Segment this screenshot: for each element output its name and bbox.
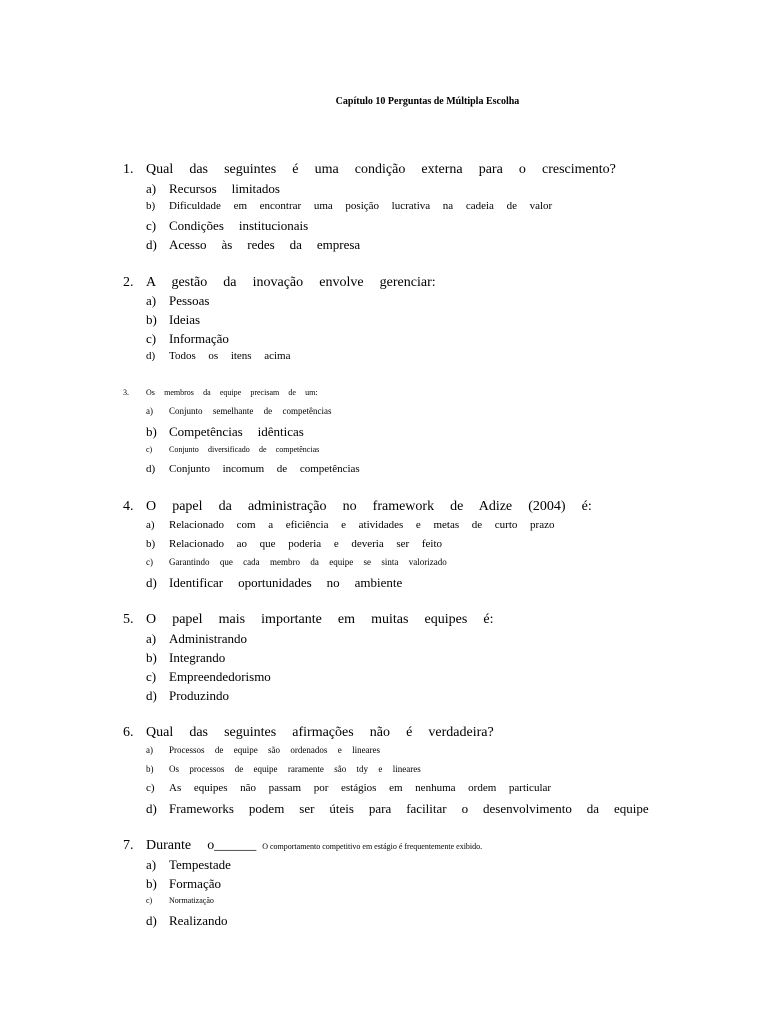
question-number: 1. <box>123 162 134 177</box>
question-number: 3. <box>123 388 129 397</box>
option-text: Condições institucionais <box>169 218 309 233</box>
option-letter: a) <box>146 181 157 196</box>
option-text: Ideias <box>169 312 201 327</box>
option-text: Relacionado ao que poderia e deveria ser feito <box>169 538 443 550</box>
question-text: A gestão da inovação envolve gerenciar: <box>146 275 436 290</box>
option-5d <box>146 688 229 704</box>
option-5c <box>146 669 271 685</box>
option-letter: a) <box>146 631 157 646</box>
question-text: Qual das seguintes afirmações não é verdadeira? <box>146 725 494 740</box>
option-1b <box>146 200 552 212</box>
option-text: As equipes não passam por estágios em nenhuma ordem particular <box>169 782 552 794</box>
question-number: 6. <box>123 725 134 740</box>
option-4d <box>146 575 402 591</box>
option-text: Relacionado com a eficiência e atividades e metas de curto prazo <box>169 519 555 531</box>
option-letter: c) <box>146 557 153 567</box>
option-text: Processos de equipe são ordenados e lineares <box>169 745 381 755</box>
option-1d <box>146 237 360 253</box>
question-text-continuation: O comportamento competitivo em estágio é frequentemente exibido. <box>262 842 483 851</box>
option-3b <box>146 424 304 440</box>
option-letter: b) <box>146 424 157 439</box>
option-text: Acesso às redes da empresa <box>169 237 361 252</box>
option-3a <box>146 406 332 416</box>
question-number: 7. <box>123 838 134 853</box>
option-text: Frameworks podem ser úteis para facilitar o desenvolvimento da equipe <box>169 801 649 816</box>
option-6a <box>146 745 380 755</box>
option-letter: c) <box>146 896 153 905</box>
option-letter: b) <box>146 650 157 665</box>
option-letter: d) <box>146 463 156 475</box>
option-letter: d) <box>146 688 157 703</box>
option-letter: c) <box>146 782 155 794</box>
option-letter: b) <box>146 312 157 327</box>
question-number: 2. <box>123 275 134 290</box>
option-text: Dificuldade em encontrar uma posição lucrativa na cadeia de valor <box>169 200 553 212</box>
option-7b <box>146 876 221 892</box>
question-1 <box>123 162 616 178</box>
option-2a <box>146 293 209 309</box>
option-letter: b) <box>146 764 154 774</box>
option-text: Empreendedorismo <box>169 669 271 684</box>
option-5a <box>146 631 247 647</box>
question-number: 4. <box>123 499 134 514</box>
option-letter: b) <box>146 538 156 550</box>
option-2b <box>146 312 200 328</box>
question-text: Os membros da equipe precisam de um: <box>146 388 318 397</box>
option-6c <box>146 782 551 794</box>
option-text: Conjunto semelhante de competências <box>169 406 332 416</box>
option-letter: a) <box>146 745 153 755</box>
option-text: Normatização <box>169 896 214 905</box>
option-text: Integrando <box>169 650 226 665</box>
option-4a <box>146 519 554 531</box>
option-text: Pessoas <box>169 293 210 308</box>
option-letter: d) <box>146 801 157 816</box>
option-4c <box>146 557 447 567</box>
question-5 <box>123 612 494 628</box>
option-letter: c) <box>146 331 157 346</box>
option-text: Produzindo <box>169 688 229 703</box>
option-text: Administrando <box>169 631 247 646</box>
option-text: Realizando <box>169 913 228 928</box>
option-4b <box>146 538 442 550</box>
question-4 <box>123 499 592 515</box>
option-text: Informação <box>169 331 229 346</box>
option-letter: a) <box>146 293 157 308</box>
question-text: O papel da administração no framework de Adize (2004) é: <box>146 499 592 514</box>
question-6 <box>123 725 494 741</box>
option-6d <box>146 801 649 817</box>
option-1c <box>146 218 308 234</box>
question-7 <box>123 838 482 854</box>
option-text: Formação <box>169 876 221 891</box>
option-letter: b) <box>146 200 156 212</box>
option-text: Os processos de equipe raramente são tdy e lineares <box>169 764 421 774</box>
option-letter: a) <box>146 406 153 416</box>
option-6b <box>146 764 421 774</box>
option-7a <box>146 857 231 873</box>
question-text: Durante <box>146 838 192 853</box>
option-text: Tempestade <box>169 857 231 872</box>
option-3d <box>146 463 360 475</box>
question-text: O papel mais importante em muitas equipes é: <box>146 612 494 627</box>
fill-in-blank: o______ <box>207 838 257 853</box>
option-2c <box>146 331 229 347</box>
option-letter: c) <box>146 218 157 233</box>
option-7c <box>146 896 214 905</box>
option-letter: b) <box>146 876 157 891</box>
option-letter: a) <box>146 857 157 872</box>
option-5b <box>146 650 225 666</box>
option-text: Identificar oportunidades no ambiente <box>169 575 403 590</box>
option-2d <box>146 350 291 362</box>
option-7d <box>146 913 227 929</box>
option-text: Conjunto diversificado de competências <box>169 445 320 454</box>
question-number: 5. <box>123 612 134 627</box>
page-title: Capítulo 10 Perguntas de Múltipla Escolha <box>335 96 520 107</box>
question-2 <box>123 275 436 291</box>
option-letter: d) <box>146 237 157 252</box>
option-letter: c) <box>146 445 153 454</box>
option-1a <box>146 181 280 197</box>
option-text: Todos os itens acima <box>169 350 291 362</box>
option-letter: d) <box>146 350 156 362</box>
option-letter: d) <box>146 575 157 590</box>
option-text: Recursos limitados <box>169 181 280 196</box>
question-3 <box>123 388 318 397</box>
option-3c <box>146 445 319 454</box>
option-text: Competências idênticas <box>169 424 304 439</box>
question-text: Qual das seguintes é uma condição externa para o crescimento? <box>146 162 616 177</box>
option-text: Garantindo que cada membro da equipe se sinta valorizado <box>169 557 447 567</box>
option-text: Conjunto incomum de competências <box>169 463 360 475</box>
option-letter: d) <box>146 913 157 928</box>
option-letter: c) <box>146 669 157 684</box>
option-letter: a) <box>146 519 155 531</box>
